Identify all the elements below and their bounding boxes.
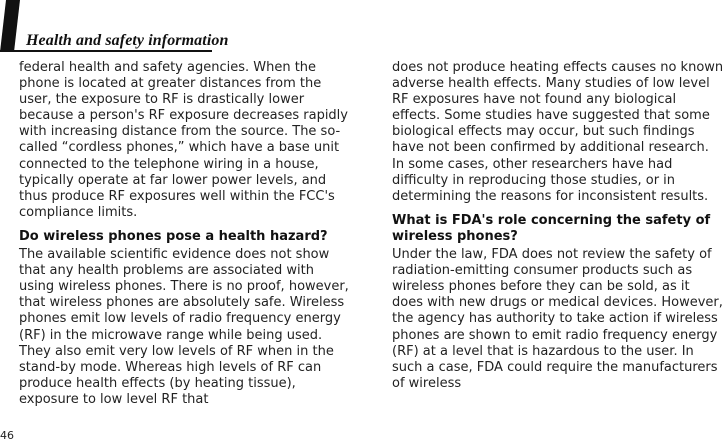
right-paragraph-2: Under the law, FDA does not review the safety of radiation-emitting consumer products such as wireless phones before they can be sold, as it does with new drugs or medical devices. However, the agency has authority to take action if wireless phones are shown to emit radio frequency energy (RF) at a level that is hazardous to the user. In such a case, FDA could require the manufacturers of wireless bbox=[392, 247, 723, 391]
left-paragraph-2: The available scientific evidence does not show that any health problems are associated with using wireless phones. There is no proof, however, that wireless phones are absolutely safe. Wireless phones emit low levels of radio frequency energy (RF) in the microwave range while being used. They also emit very low levels of RF when in the stand-by mode. Whereas high levels of RF can produce health effects (by heating tissue), exposure to low level RF that bbox=[19, 247, 349, 407]
right-heading-fda-role: What is FDA's role concerning the safety of wireless phones? bbox=[392, 212, 711, 244]
right-column bbox=[392, 60, 723, 392]
left-heading-health-hazard: Do wireless phones pose a health hazard? bbox=[19, 228, 328, 244]
header-accent-bar bbox=[0, 0, 20, 52]
header-rule bbox=[0, 50, 212, 52]
header-title: Health and safety information bbox=[26, 32, 229, 49]
right-paragraph-1: does not produce heating effects causes no known adverse health effects. Many studies of low level RF exposures have not found any biological effects. Some studies have suggested that some biological effects may occur, but such findings have not been confirmed by additional research. In some cases, other researchers have had difficulty in reproducing those studies, or in determining the reasons for inconsistent results. bbox=[392, 60, 723, 204]
left-column bbox=[19, 60, 351, 408]
left-paragraph-1: federal health and safety agencies. When the phone is located at greater distances from the user, the exposure to RF is drastically lower because a person's RF exposure decreases rapidly with increasing distance from the source. The so-called “cordless phones,” which have a base unit connected to the telephone wiring in a house, typically operate at far lower power levels, and thus produce RF exposures well within the FCC's compliance limits. bbox=[19, 60, 348, 220]
page-number: 46 bbox=[0, 429, 14, 442]
